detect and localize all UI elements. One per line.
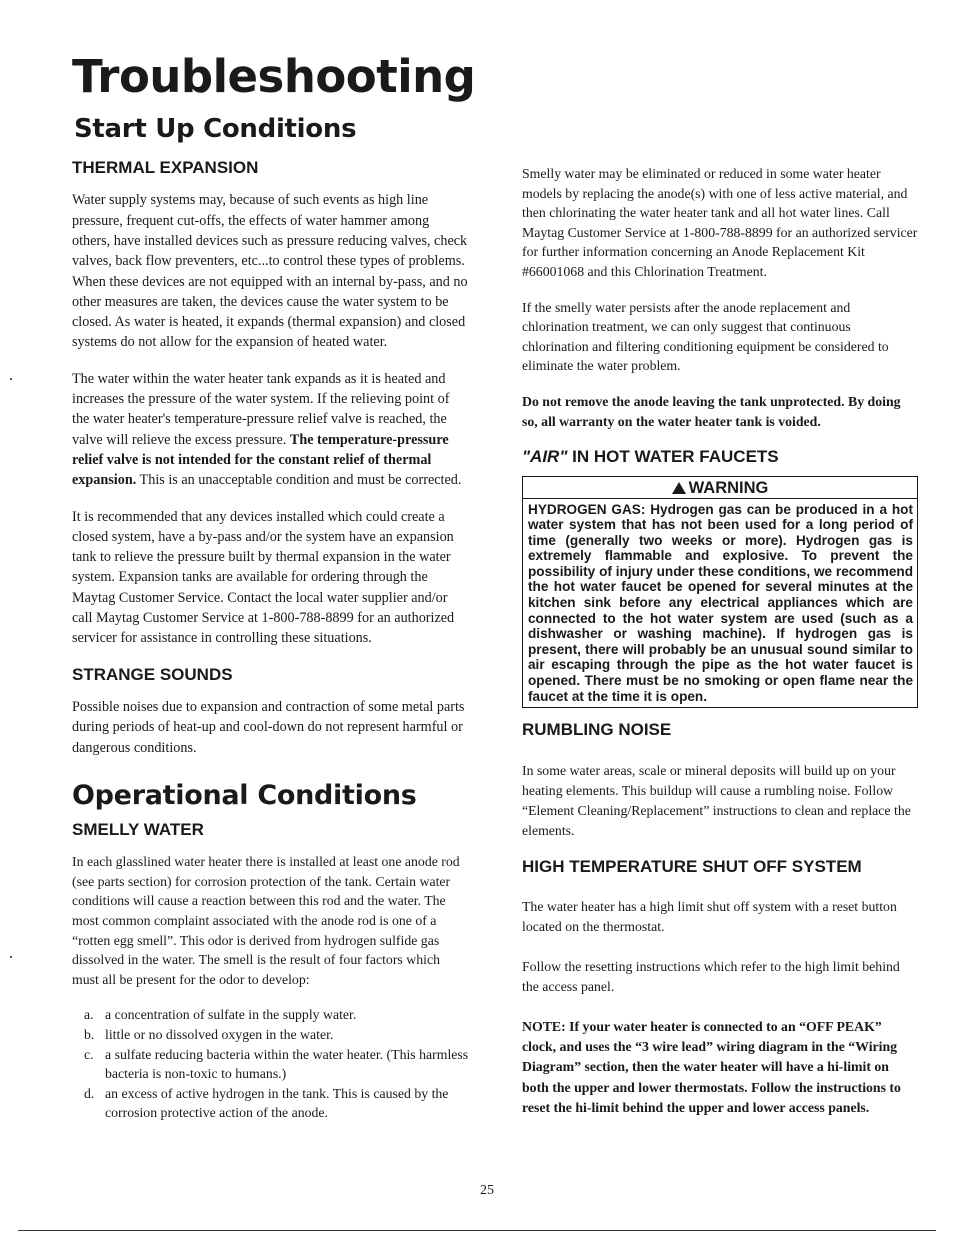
right-column <box>522 164 918 1118</box>
thermal-paragraph-3: It is recommended that any devices installed which could create a closed system, have a by-pass and/or the system have an expansion tank to relieve the pressure built by thermal expansion in the water system. Expansion tanks are available for ordering through the Maytag Customer Service. Contact the local water supplier and/or call Maytag Customer Service at 1-800-788-8899 for an authorized servicer for assistance in controlling these situations. <box>72 508 455 647</box>
list-item: d. an excess of active hydrogen in the tank. This is caused by the corrosion protective action of the anode. <box>84 1085 449 1121</box>
heading-high-temp-shutoff: HIGH TEMPERATURE SHUT OFF SYSTEM <box>522 856 862 876</box>
smelly-paragraph-2: Smelly water may be eliminated or reduced in some water heater models by replacing the anode(s) with one of less active material, and then chlorinating the water heater tank and all hot water lines. Call Maytag Customer Service at 1-800-788-8899 for an authorized servicer for further information concerning an Anode Replacement Kit #66001068 and this Chlorination Treatment. <box>522 166 918 279</box>
section-title-start-up: Start Up Conditions <box>74 114 357 144</box>
page-title: Troubleshooting <box>72 50 476 103</box>
odor-factor-list <box>72 1005 470 1123</box>
off-peak-note: NOTE: If your water heater is connected to an “OFF PEAK” clock, and uses the “3 wire lead” wiring diagram in the “Wiring Diagram” section, then the water heater will have a hi-limit on both the upper and lower thermostats. Follow the instructions to reset the hi-limit behind the upper and lower access panels. <box>522 1019 901 1115</box>
left-column <box>72 158 470 1123</box>
warning-header: WARNING <box>523 477 917 499</box>
smelly-paragraph-1: In each glasslined water heater there is installed at least one anode rod (see parts section) for corrosion protection of the tank. Certain water conditions will cause a reaction between this rod and the water. The most common complaint associated with the anode rod is one of a “rotten egg smell”. This odor is derived from hydrogen sulfide gas dissolved in the water. The smell is the result of four factors which must all be present for the odor to develop: <box>72 854 460 987</box>
heading-smelly-water: SMELLY WATER <box>72 819 204 839</box>
warning-text: HYDROGEN GAS: Hydrogen gas can be produced in a hot water system that has not been used for a long period of time (generally two weeks or more). Hydrogen gas is extremely flammable and explosive. To prevent the possibility of injury under these conditions, we recommend the hot water faucet be opened for several minutes at the kitchen sink before any electrical appliances which are connected to the hot water system are used (such as a dishwasher or washing machine). If hydrogen gas is present, there will probably be an unusual sound similar to air escaping through the pipe as the hot water faucet is opened. There must be no smoking or open flame near the faucet at the time it is open. <box>528 501 913 704</box>
list-item: b. little or no dissolved oxygen in the water. <box>84 1027 334 1043</box>
heading-strange-sounds: STRANGE SOUNDS <box>72 664 233 684</box>
thermal-paragraph-1: Water supply systems may, because of such events as high line pressure, frequent cut-offs, the effects of water hammer among others, have installed devices such as pressure reducing valves, check valves, back flow preventers, etc...to control these types of problems. When these devices are not equipped with an internal by-pass, and no other measures are taken, the devices cause the water system to be closed. As water is heated, it expands (thermal expansion) and closed systems do not allow for the expansion of heated water. <box>72 192 468 351</box>
list-item: c. a sulfate reducing bacteria within the water heater. (This harmless bacteria is non-toxic to humans.) <box>84 1046 469 1082</box>
heading-air-in-faucets: "AIR" IN HOT WATER FAUCETS <box>522 447 779 467</box>
margin-mark <box>10 956 12 958</box>
footer-rule <box>18 1230 936 1231</box>
thermal-paragraph-2: The water within the water heater tank expands as it is heated and increases the pressure of the water system. If the relieving point of the water heater's temperature-pressure relief valve is reached, the valve will relieve the excess pressure. The temperature-pressure relief valve is not intended for the constant relief of thermal expansion. This is an unacceptable condition and must be corrected. <box>72 370 462 489</box>
margin-mark <box>10 378 12 380</box>
page-number: 25 <box>480 1183 494 1198</box>
heading-thermal-expansion: THERMAL EXPANSION <box>72 158 259 177</box>
warning-triangle-icon <box>672 482 686 494</box>
section-title-operational: Operational Conditions <box>72 779 417 811</box>
list-item: a. a concentration of sulfate in the supply water. <box>84 1007 357 1023</box>
high-temp-paragraph-2: Follow the resetting instructions which refer to the high limit behind the access panel. <box>522 959 900 995</box>
warning-box <box>522 476 918 709</box>
heading-rumbling-noise: RUMBLING NOISE <box>522 720 672 740</box>
smelly-paragraph-3: If the smelly water persists after the anode replacement and chlorination treatment, we can only suggest that continuous chlorination and filtering conditioning equipment be considered to eliminate the water problem. <box>522 299 889 374</box>
anode-warning-note: Do not remove the anode leaving the tank unprotected. By doing so, all warranty on the water heater tank is voided. <box>522 393 901 429</box>
high-temp-paragraph-1: The water heater has a high limit shut off system with a reset button located on the thermostat. <box>522 899 897 935</box>
rumbling-paragraph: In some water areas, scale or mineral deposits will build up on your heating elements. This buildup will cause a rumbling noise. Follow “Element Cleaning/Replacement” instructions to clean and replace the elements. <box>522 762 911 838</box>
strange-sounds-paragraph: Possible noises due to expansion and contraction of some metal parts during periods of heat-up and cool-down do not represent harmful or dangerous conditions. <box>72 699 465 756</box>
thermal-relief-warning: The temperature-pressure relief valve is not intended for the constant relief of thermal expansion. <box>72 431 449 489</box>
